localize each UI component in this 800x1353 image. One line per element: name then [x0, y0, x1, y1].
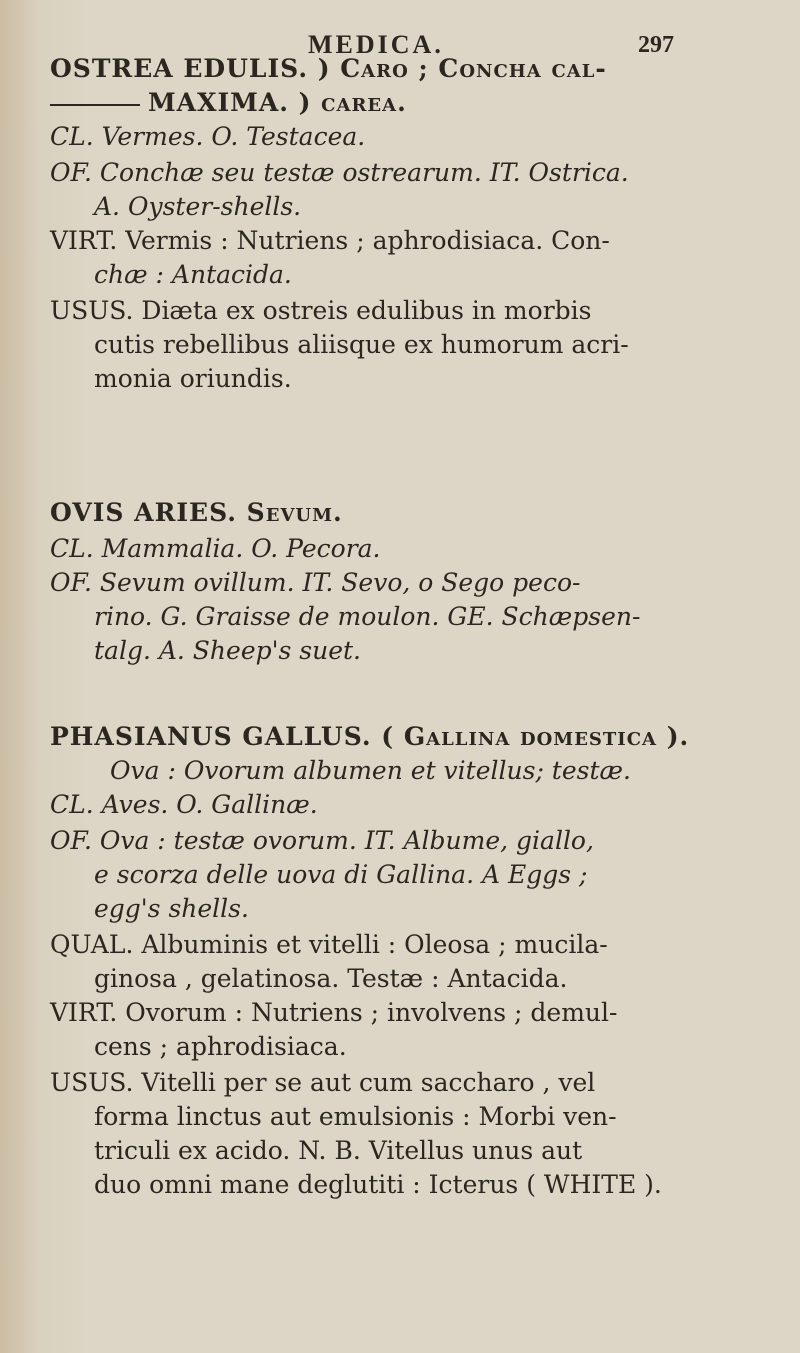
page-header: [0, 18, 800, 58]
entry-line: OF. Sevum ovillum. IT. Sevo, o Sego peco-: [50, 568, 581, 597]
entry-line: triculi ex acido. N. B. Vitellus unus aut: [94, 1136, 583, 1165]
entry-line: OF. Conchæ seu testæ ostrearum. IT. Ostrica.: [50, 158, 629, 187]
entry-line: egg's shells.: [94, 894, 249, 923]
entry-line: [50, 88, 407, 118]
entry-heading: OSTREA EDULIS. ) Caro ; Concha cal-: [50, 54, 607, 83]
entry-line: OF. Ova : testæ ovorum. IT. Albume, giallo,: [50, 826, 594, 855]
entry-line: chæ : Antacida.: [94, 260, 292, 289]
entry-line: VIRT. Vermis : Nutriens ; aphrodisiaca. Con-: [50, 226, 610, 255]
page-number: 297: [638, 32, 674, 58]
entry-line: ginosa , gelatinosa. Testæ : Antacida.: [94, 964, 568, 993]
entry-line: A. Oyster-shells.: [94, 192, 302, 221]
entry-line-text: MAXIMA. ) carea.: [148, 88, 407, 117]
entry-line: talg. A. Sheep's suet.: [94, 636, 361, 665]
entry-line: QUAL. Albuminis et vitelli : Oleosa ; mucila-: [50, 930, 608, 959]
entry-line: USUS. Vitelli per se aut cum saccharo , vel: [50, 1068, 596, 1097]
entry-line: e scorza delle uova di Gallina. A Eggs ;: [94, 860, 588, 889]
entry-line: cutis rebellibus aliisque ex humorum acri-: [94, 330, 629, 359]
entry-line: CL. Vermes. O. Testacea.: [50, 122, 366, 151]
entry-line: rino. G. Graisse de moulon. GE. Schæpsen-: [94, 602, 641, 631]
entry-line: CL. Aves. O. Gallinæ.: [50, 790, 318, 819]
entry-line: Ova : Ovorum albumen et vitellus; testæ.: [110, 756, 631, 785]
entry-line: CL. Mammalia. O. Pecora.: [50, 534, 381, 563]
entry-line: monia oriundis.: [94, 364, 292, 393]
entry-heading: OVIS ARIES. Sevum.: [50, 498, 343, 527]
entry-line: cens ; aphrodisiaca.: [94, 1032, 347, 1061]
entry-line: duo omni mane deglutiti : Icterus ( WHITE ).: [94, 1170, 662, 1199]
entry-line: VIRT. Ovorum : Nutriens ; involvens ; demul-: [50, 998, 618, 1027]
dash-rule: [50, 104, 140, 106]
running-title: MEDICA.: [308, 30, 444, 59]
entry-heading: PHASIANUS GALLUS. ( Gallina domestica ).: [50, 722, 690, 751]
entry-line: USUS. Diæta ex ostreis edulibus in morbis: [50, 296, 592, 325]
entry-line: forma linctus aut emulsionis : Morbi ven-: [94, 1102, 617, 1131]
